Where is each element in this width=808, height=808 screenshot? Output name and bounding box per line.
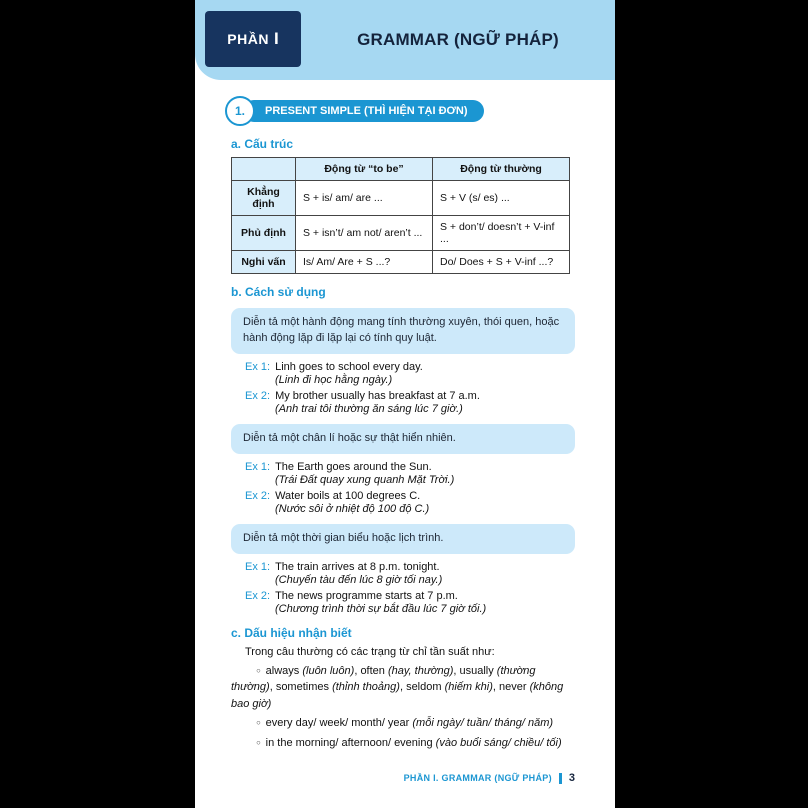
table-corner-cell bbox=[232, 158, 296, 181]
part-badge bbox=[205, 11, 301, 67]
example-english bbox=[245, 390, 575, 402]
cell-tobe: S + isn’t/ am not/ aren’t ... bbox=[296, 216, 433, 251]
example-english bbox=[245, 561, 575, 573]
example bbox=[245, 461, 575, 486]
part-label: PHẦN bbox=[227, 31, 269, 47]
table-row-negative bbox=[232, 216, 570, 251]
signal-bullet bbox=[231, 735, 575, 752]
usage-rule-box: Diễn tả một chân lí hoặc sự thật hiển nhiên. bbox=[231, 424, 575, 454]
example-label: Ex 2: bbox=[245, 389, 271, 402]
signals-intro: Trong câu thường có các trạng từ chỉ tần suất như: bbox=[245, 645, 495, 658]
row-label: Nghi vấn bbox=[232, 251, 296, 274]
column-header-normal-verb: Động từ thường bbox=[433, 158, 570, 181]
table-row-affirmative bbox=[232, 181, 570, 216]
example-translation: (Chuyến tàu đến lúc 8 giờ tối nay.) bbox=[275, 573, 443, 586]
page-header bbox=[195, 0, 615, 80]
example-english bbox=[245, 461, 575, 473]
example bbox=[245, 561, 575, 586]
structure-table bbox=[231, 157, 570, 274]
example bbox=[245, 390, 575, 415]
example bbox=[245, 361, 575, 386]
subsection-c-heading: c. Dấu hiệu nhận biết bbox=[231, 625, 352, 640]
example-label: Ex 1: bbox=[245, 560, 271, 573]
signal-bullet-text: every day/ week/ month/ year (mỗi ngày/ tuần/ tháng/ năm) bbox=[265, 717, 554, 730]
cell-normal: S + don’t/ doesn’t + V-inf ... bbox=[433, 216, 570, 251]
page-title: GRAMMAR (NGỮ PHÁP) bbox=[357, 30, 559, 49]
footer-section-label: PHẦN I. GRAMMAR (NGỮ PHÁP) bbox=[403, 773, 552, 783]
example bbox=[245, 590, 575, 615]
subsection-a-heading: a. Cấu trúc bbox=[231, 137, 294, 151]
book-page bbox=[195, 0, 615, 808]
table-header-row bbox=[232, 158, 570, 181]
column-header-to-be: Động từ “to be” bbox=[296, 158, 433, 181]
example-english bbox=[245, 590, 575, 602]
footer-divider bbox=[559, 773, 562, 784]
example-group bbox=[245, 561, 575, 615]
circle-bullet-icon: ○ bbox=[256, 719, 261, 728]
example bbox=[245, 490, 575, 515]
example-label: Ex 2: bbox=[245, 489, 271, 502]
example-sentence: Linh goes to school every day. bbox=[275, 360, 423, 373]
example-label: Ex 1: bbox=[245, 460, 271, 473]
row-label: Phủ định bbox=[232, 216, 296, 251]
example-sentence: The Earth goes around the Sun. bbox=[275, 460, 432, 473]
footer-page-number: 3 bbox=[568, 772, 575, 784]
example-sentence: The train arrives at 8 p.m. tonight. bbox=[275, 560, 440, 573]
example-translation: (Chương trình thời sự bắt đầu lúc 7 giờ tối.) bbox=[275, 602, 487, 615]
subsection-b-heading: b. Cách sử dụng bbox=[231, 285, 326, 299]
cell-tobe: S + is/ am/ are ... bbox=[296, 181, 433, 216]
example-sentence: The news programme starts at 7 p.m. bbox=[275, 589, 458, 602]
example-translation: (Trái Đất quay xung quanh Mặt Trời.) bbox=[275, 473, 455, 486]
example-label: Ex 2: bbox=[245, 589, 271, 602]
cell-normal: S + V (s/ es) ... bbox=[433, 181, 570, 216]
example-sentence: My brother usually has breakfast at 7 a.m. bbox=[275, 389, 480, 402]
example-english bbox=[245, 490, 575, 502]
usage-rule-box: Diễn tả một thời gian biểu hoặc lịch trình. bbox=[231, 524, 575, 554]
section-number-badge: 1. bbox=[225, 96, 255, 126]
signal-bullet bbox=[231, 663, 575, 713]
example-translation: (Anh trai tôi thường ăn sáng lúc 7 giờ.) bbox=[275, 402, 463, 415]
example-translation: (Linh đi học hằng ngày.) bbox=[275, 373, 393, 386]
signal-bullet-text: always (luôn luôn), often (hay, thường), usually (thường thường), sometimes (thỉnh thoảng), seldom (hiếm khi), never (không bao giờ) bbox=[231, 664, 564, 710]
example-translation: (Nước sôi ở nhiệt độ 100 độ C.) bbox=[275, 502, 430, 515]
cell-normal: Do/ Does + S + V-inf ...? bbox=[433, 251, 570, 274]
example-english bbox=[245, 361, 575, 373]
signal-bullet bbox=[231, 715, 575, 732]
example-group bbox=[245, 361, 575, 415]
cell-tobe: Is/ Am/ Are + S ...? bbox=[296, 251, 433, 274]
circle-bullet-icon: ○ bbox=[256, 738, 261, 748]
signal-bullet-text: in the morning/ afternoon/ evening (vào buổi sáng/ chiều/ tối) bbox=[265, 736, 562, 749]
row-label: Khẳng định bbox=[232, 181, 296, 216]
table-row-interrogative bbox=[232, 251, 570, 274]
section-heading bbox=[225, 96, 575, 126]
example-sentence: Water boils at 100 degrees C. bbox=[275, 489, 421, 502]
example-group bbox=[245, 461, 575, 515]
example-label: Ex 1: bbox=[245, 360, 271, 373]
section-title: PRESENT SIMPLE (THÌ HIỆN TẠI ĐƠN) bbox=[243, 100, 484, 122]
part-number: I bbox=[273, 29, 279, 48]
page-content bbox=[195, 80, 615, 751]
page-footer bbox=[404, 772, 575, 784]
usage-rule-box: Diễn tả một hành động mang tính thường xuyên, thói quen, hoặc hành động lặp đi lặp lại có tính quy luật. bbox=[231, 308, 575, 354]
circle-bullet-icon: ○ bbox=[256, 666, 261, 676]
